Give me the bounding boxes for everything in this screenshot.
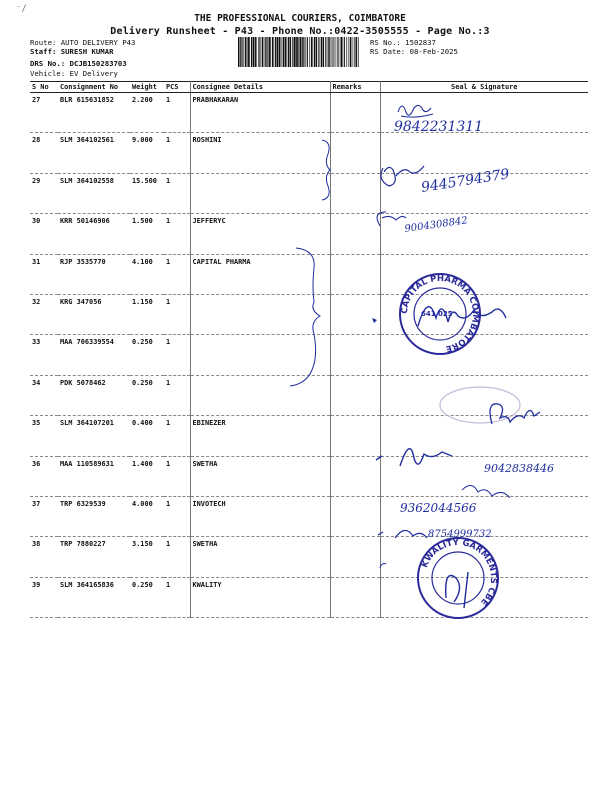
barcode-bar: [266, 37, 267, 67]
phone-row27: 9842231311: [394, 119, 484, 135]
consignee-cell: [190, 335, 330, 375]
consignment-cell: TRP 7880227: [58, 537, 130, 577]
col-consignment: Consignment No: [58, 82, 130, 93]
pcs-cell: 1: [164, 496, 190, 536]
sno-cell: 39: [30, 577, 58, 617]
remarks-cell: [330, 375, 380, 415]
barcode-bar: [240, 37, 241, 67]
weight-cell: 0.250: [130, 577, 164, 617]
table-row: [30, 93, 588, 133]
signature-cell: [380, 254, 588, 294]
runsheet-title: Delivery Runsheet - P43 - Phone No.:0422-3505555 - Page No.:3: [110, 26, 490, 37]
barcode-bar: [276, 37, 278, 67]
rs-no-value: 1502837: [405, 38, 436, 47]
consignment-cell: RJP 3535770: [58, 254, 130, 294]
consignment-cell: SLM 364107201: [58, 416, 130, 456]
stamp-center-text: 641 025: [421, 310, 453, 318]
barcode-bar: [256, 37, 257, 67]
remarks-cell: [330, 254, 380, 294]
pcs-cell: 1: [164, 456, 190, 496]
table-row: [30, 133, 588, 173]
consignee-cell: [190, 375, 330, 415]
consignment-cell: SLM 364102558: [58, 173, 130, 213]
barcode-bar: [245, 37, 247, 67]
sno-cell: 28: [30, 133, 58, 173]
sno-cell: 35: [30, 416, 58, 456]
sno-cell: 37: [30, 496, 58, 536]
pcs-cell: 1: [164, 254, 190, 294]
remarks-cell: [330, 496, 380, 536]
pcs-cell: 1: [164, 577, 190, 617]
table-row: [30, 375, 588, 415]
barcode-bar: [285, 37, 287, 67]
barcode-bar: [337, 37, 338, 67]
consignment-cell: TRP 6329539: [58, 496, 130, 536]
signature-cell: [380, 294, 588, 334]
barcode-bar: [253, 37, 255, 67]
barcode-bar: [358, 37, 359, 67]
barcode-bar: [336, 37, 337, 67]
consignment-cell: KRG 347056: [58, 294, 130, 334]
table-row: [30, 214, 588, 254]
signature-cell: [380, 577, 588, 617]
sno-cell: 34: [30, 375, 58, 415]
consignee-cell: KWALITY: [190, 577, 330, 617]
barcode-bar: [241, 37, 242, 67]
rs-no-label: RS No.:: [370, 38, 401, 47]
pcs-cell: 1: [164, 133, 190, 173]
sno-cell: 27: [30, 93, 58, 133]
weight-cell: 0.250: [130, 375, 164, 415]
signature-cell: [380, 93, 588, 133]
company-title: THE PROFESSIONAL COURIERS, COIMBATORE: [194, 13, 406, 24]
barcode-bar: [329, 37, 330, 67]
barcode-bar: [294, 37, 296, 67]
barcode-bar: [288, 37, 290, 67]
rs-date-label: RS Date:: [370, 47, 406, 56]
barcode-bar: [298, 37, 299, 67]
consignment-cell: MAA 706339554: [58, 335, 130, 375]
consignee-cell: JEFFERYC: [190, 214, 330, 254]
weight-cell: 2.200: [130, 93, 164, 133]
consignment-cell: KRR 50146906: [58, 214, 130, 254]
col-sno: S No: [30, 82, 58, 93]
signature-cell: [380, 375, 588, 415]
barcode-bar: [353, 37, 354, 67]
sno-cell: 31: [30, 254, 58, 294]
consignment-cell: BLR 615631852: [58, 93, 130, 133]
barcode-bar: [258, 37, 259, 67]
phone-row29: 9445794379: [420, 166, 511, 196]
barcode-bar: [272, 37, 274, 67]
vehicle-line: [30, 69, 118, 78]
consignment-cell: PDK 5078462: [58, 375, 130, 415]
signature-cell: [380, 214, 588, 254]
barcode-bar: [242, 37, 243, 67]
barcode-bar: [344, 37, 345, 67]
barcode-bar: [265, 37, 266, 67]
signature-cell: [380, 416, 588, 456]
drs-line: [30, 59, 127, 68]
table-row: [30, 294, 588, 334]
col-consignee: Consignee Details: [190, 82, 330, 93]
sno-cell: 33: [30, 335, 58, 375]
remarks-cell: [330, 335, 380, 375]
weight-cell: 4.000: [130, 496, 164, 536]
barcode: [238, 37, 360, 67]
sno-cell: 36: [30, 456, 58, 496]
barcode-bar: [356, 37, 357, 67]
consignee-cell: [190, 173, 330, 213]
phone-row36: 9042838446: [484, 462, 554, 475]
pcs-cell: 1: [164, 537, 190, 577]
barcode-bar: [325, 37, 326, 67]
barcode-bar: [311, 37, 313, 67]
barcode-bar: [318, 37, 319, 67]
remarks-cell: [330, 294, 380, 334]
barcode-bar: [305, 37, 306, 67]
barcode-bar: [292, 37, 293, 67]
table-row: [30, 577, 588, 617]
consignee-cell: ROSHINI: [190, 133, 330, 173]
sno-cell: 30: [30, 214, 58, 254]
barcode-bar: [303, 37, 304, 67]
table-row: [30, 254, 588, 294]
barcode-bar: [314, 37, 316, 67]
pcs-cell: 1: [164, 335, 190, 375]
barcode-bar: [340, 37, 341, 67]
barcode-bar: [296, 37, 298, 67]
table-row: [30, 173, 588, 213]
staff-label: Staff:: [30, 47, 57, 56]
barcode-bar: [316, 37, 317, 67]
barcode-bar: [321, 37, 323, 67]
table-row: [30, 456, 588, 496]
phone-row38: 8754999732: [428, 529, 492, 540]
barcode-bar: [238, 37, 239, 67]
weight-cell: 3.150: [130, 537, 164, 577]
col-weight: Weight: [130, 82, 164, 93]
signature-cell: [380, 456, 588, 496]
consignee-cell: SWETHA: [190, 456, 330, 496]
pcs-cell: 1: [164, 173, 190, 213]
barcode-bar: [350, 37, 352, 67]
sno-cell: 29: [30, 173, 58, 213]
barcode-bar: [290, 37, 291, 67]
vehicle-value: EV Delivery: [69, 69, 118, 78]
barcode-bar: [346, 37, 347, 67]
barcode-bar: [267, 37, 268, 67]
stamp-ring-path: CAPITAL PHARMA COIMBATORE: [399, 273, 481, 354]
remarks-cell: [330, 577, 380, 617]
barcode-bar: [302, 37, 303, 67]
weight-cell: 0.400: [130, 416, 164, 456]
signature-cell: [380, 335, 588, 375]
weight-cell: 1.400: [130, 456, 164, 496]
pcs-cell: 1: [164, 416, 190, 456]
runsheet-table: [30, 81, 588, 618]
route-label: Route:: [30, 38, 57, 47]
barcode-bar: [281, 37, 282, 67]
staff-line: [30, 47, 113, 56]
rs-no-line: [370, 38, 436, 47]
barcode-bar: [334, 37, 335, 67]
pcs-cell: 1: [164, 375, 190, 415]
rs-date-value: 08-Feb-2025: [409, 47, 458, 56]
sno-cell: 32: [30, 294, 58, 334]
sno-cell: 38: [30, 537, 58, 577]
kwality-ring-path: KWALITY GARMENTS CBE: [419, 537, 499, 608]
col-remarks: Remarks: [330, 82, 380, 93]
consignee-cell: INVOTECH: [190, 496, 330, 536]
consignee-cell: [190, 294, 330, 334]
barcode-bar: [348, 37, 349, 67]
barcode-bar: [309, 37, 310, 67]
table-row: [30, 416, 588, 456]
barcode-bar: [275, 37, 276, 67]
remarks-cell: [330, 537, 380, 577]
remarks-cell: [330, 214, 380, 254]
signature-cell: [380, 537, 588, 577]
pcs-cell: 1: [164, 214, 190, 254]
phone-row37: 9362044566: [400, 501, 477, 515]
barcode-bar: [332, 37, 333, 67]
table-row: [30, 335, 588, 375]
route-value: AUTO DELIVERY P43: [60, 38, 136, 47]
barcode-bar: [248, 37, 250, 67]
weight-cell: 0.250: [130, 335, 164, 375]
consignee-cell: SWETHA: [190, 537, 330, 577]
corner-scribble: ⁻∕: [16, 4, 27, 14]
table-row: [30, 496, 588, 536]
drs-label: DRS No.:: [30, 59, 66, 68]
barcode-bar: [328, 37, 329, 67]
barcode-bar: [283, 37, 285, 67]
consignee-cell: EBINEZER: [190, 416, 330, 456]
barcode-bar: [247, 37, 248, 67]
weight-cell: 9.000: [130, 133, 164, 173]
weight-cell: 4.100: [130, 254, 164, 294]
barcode-bar: [262, 37, 264, 67]
staff-value: SURESH KUMAR: [60, 47, 114, 56]
pcs-cell: 1: [164, 93, 190, 133]
weight-cell: 1.150: [130, 294, 164, 334]
route-line: [30, 38, 135, 47]
barcode-bar: [323, 37, 324, 67]
consignee-cell: CAPITAL PHARMA: [190, 254, 330, 294]
consignment-cell: SLM 364102561: [58, 133, 130, 173]
barcode-bar: [259, 37, 260, 67]
phone-row30: 9004308842: [403, 215, 469, 235]
vehicle-label: Vehicle:: [30, 69, 66, 78]
barcode-bar: [279, 37, 281, 67]
consignment-cell: MAA 110589631: [58, 456, 130, 496]
remarks-cell: [330, 456, 380, 496]
remarks-cell: [330, 133, 380, 173]
signature-cell: [380, 496, 588, 536]
barcode-bar: [307, 37, 308, 67]
signature-cell: [380, 173, 588, 213]
pcs-cell: 1: [164, 294, 190, 334]
barcode-bar: [354, 37, 355, 67]
barcode-bar: [333, 37, 334, 67]
signature-cell: [380, 133, 588, 173]
rs-date-line: [370, 47, 458, 56]
drs-value: DCJB150283703: [69, 59, 127, 68]
remarks-cell: [330, 416, 380, 456]
barcode-bar: [269, 37, 271, 67]
barcode-bar: [341, 37, 343, 67]
table-header-row: [30, 82, 588, 93]
barcode-bar: [255, 37, 256, 67]
col-pcs: PCS: [164, 82, 190, 93]
barcode-bar: [299, 37, 301, 67]
remarks-cell: [330, 93, 380, 133]
consignee-cell: PRABHAKARAN: [190, 93, 330, 133]
weight-cell: 1.500: [130, 214, 164, 254]
consignment-cell: SLM 364165836: [58, 577, 130, 617]
table-row: [30, 537, 588, 577]
col-seal-signature: Seal & Signature: [380, 82, 588, 93]
barcode-bar: [251, 37, 252, 67]
remarks-cell: [330, 173, 380, 213]
weight-cell: 15.500: [130, 173, 164, 213]
